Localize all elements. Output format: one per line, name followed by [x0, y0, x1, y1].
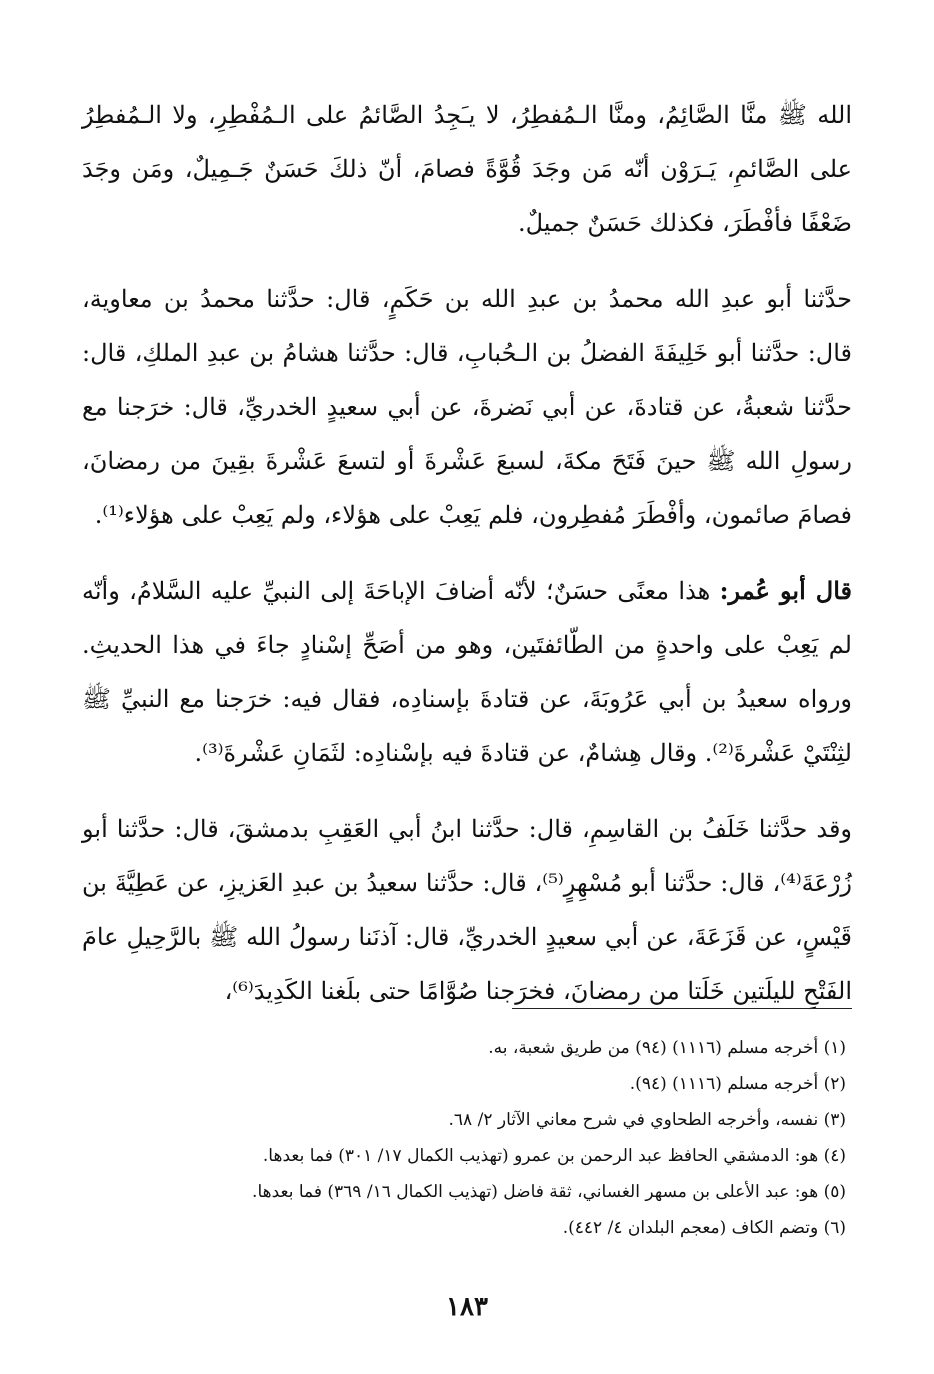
page-number: ١٨٣ [446, 1292, 488, 1322]
paragraph-3 [82, 564, 852, 780]
paragraph-3-text: هذا معنًى حسَنٌ؛ لأنّه أضافَ الإباحَةَ إلى النبيِّ عليه السَّلامُ، وأنّه لم يَعِبْ على واحدةٍ من الطّائفتَين، وهو من أصَحِّ إسْنادٍ جاءَ في هذا الحديثِ. ورواه سعيدُ بن أبي عَرُوبَةَ، عن قتادةَ بإسنادِه، فقال فيه: خرَجنا مع النبيِّ ﷺ لثِنْتَيْ عَشْرةَ⁽²⁾. وقال هِشامٌ، عن قتادةَ فيه بإسْنادِه: لثَمَانِ عَشْرةَ⁽³⁾. [82, 577, 852, 767]
footnote-5: (٥) هو: عبد الأعلى بن مسهر الغساني، ثقة فاضل (تهذيب الكمال ١٦/ ٣٦٩) فما بعدها. [252, 1182, 846, 1202]
speaker-label: قال أبو عُمر: [719, 576, 852, 605]
footnote-3: (٣) نفسه، وأخرجه الطحاوي في شرح معاني الآثار ٢/ ٦٨. [448, 1110, 846, 1130]
footnote-6: (٦) وتضم الكاف (معجم البلدان ٤/ ٤٤٢). [562, 1218, 846, 1238]
paragraph-1: الله ﷺ منَّا الصَّائِمُ، ومنَّا الـمُفطِرُ، لا يـَجِدُ الصَّائمُ على الـمُفْطِرِ، ولا الـمُفطِرُ على الصَّائمِ، يَـرَوْن أنّه مَن وجَدَ قُوَّةً فصامَ، أنّ ذلكَ حَسَنٌ جَـمِيلٌ، ومَن وجَدَ ضَعْفًا فأفْطَرَ، فكذلك حَسَنٌ جميلٌ. [82, 101, 852, 237]
footnotes [82, 1030, 852, 1246]
footnote-divider [512, 1008, 852, 1009]
paragraph-2: حدَّثنا أبو عبدِ الله محمدُ بن عبدِ الله بن حَكَمٍ، قال: حدَّثنا محمدُ بن معاوية، قال: حدَّثنا أبو خَلِيفَةَ الفضلُ بن الـحُبابِ، قال: حدَّثنا هشامُ بن عبدِ الملكِ، قال: حدَّثنا شعبةُ، عن قتادةَ، عن أبي نَضرةَ، عن أبي سعيدٍ الخدريِّ، قال: خرَجنا مع رسولِ الله ﷺ حينَ فَتَحَ مكةَ، لسبعَ عَشْرةَ أو لتسعَ عَشْرةَ بقِينَ من رمضانَ، فصامَ صائمون، وأفْطَرَ مُفطِرون، فلم يَعِبْ على هؤلاء، ولم يَعِبْ على هؤلاء⁽¹⁾. [82, 285, 853, 529]
paragraph-4: وقد حدَّثنا خَلَفُ بن القاسِمِ، قال: حدَّثنا ابنُ أبي العَقِبِ بدمشقَ، قال: حدَّثنا أبو زُرْعَةَ⁽⁴⁾، قال: حدَّثنا أبو مُسْهِرٍ⁽⁵⁾، قال: حدَّثنا سعيدُ بن عبدِ العَزيزِ، عن عَطِيَّةَ بن قَيْسٍ، عن قَزَعَةَ، عن أبي سعيدٍ الخدريِّ، قال: آذنَنا رسولُ الله ﷺ بالرَّحِيلِ عامَ الفَتْحِ لليلَتين خَلَتا من رمضانَ، فخرَجنا صُوَّامًا حتى بلَغنا الكَدِيدَ⁽⁶⁾، [82, 815, 853, 1005]
footnote-1: (١) أخرجه مسلم (١١١٦) (٩٤) من طريق شعبة، به. [488, 1038, 846, 1058]
main-text-block [82, 88, 852, 1040]
footnote-4: (٤) هو: الدمشقي الحافظ عبد الرحمن بن عمرو (تهذيب الكمال ١٧/ ٣٠١) فما بعدها. [262, 1146, 846, 1166]
footnote-2: (٢) أخرجه مسلم (١١١٦) (٩٤). [629, 1074, 846, 1094]
